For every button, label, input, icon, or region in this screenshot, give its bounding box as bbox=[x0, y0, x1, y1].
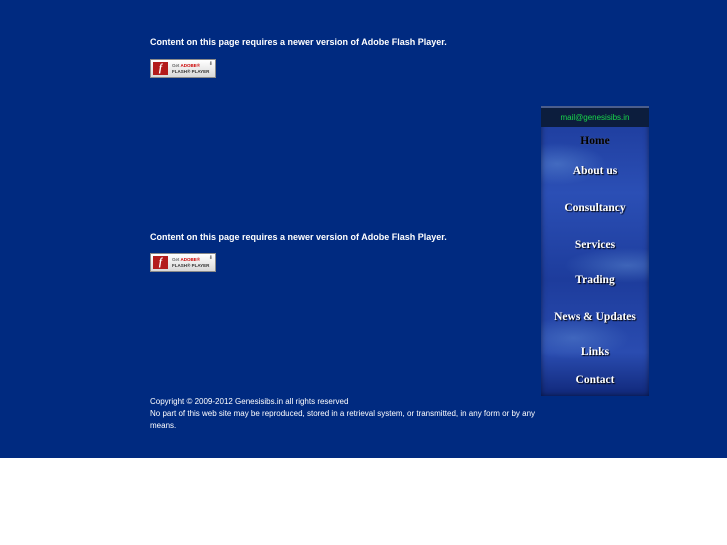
flash-logo-icon: f bbox=[153, 62, 168, 75]
navigation-panel bbox=[541, 106, 649, 396]
nav-trading[interactable]: Trading bbox=[575, 274, 615, 286]
flash-button-product: FLASH® PLAYER bbox=[172, 263, 210, 268]
reproduction-notice: No part of this web site may be reproduced, stored in a retrieval system, or transmitted, in any form or by any means. bbox=[150, 409, 536, 430]
download-arrow-icon: ⬇ bbox=[208, 255, 213, 261]
nav-contact[interactable]: Contact bbox=[575, 374, 615, 386]
copyright-text: Copyright © 2009-2012 Genesisibs.in all rights reserved bbox=[150, 397, 349, 406]
nav-news-updates[interactable]: News & Updates bbox=[554, 311, 636, 323]
footer bbox=[150, 396, 550, 432]
flash-required-message: Content on this page requires a newer version of Adobe Flash Player. bbox=[150, 37, 447, 47]
flash-required-message: Content on this page requires a newer version of Adobe Flash Player. bbox=[150, 232, 447, 242]
flash-logo-icon: f bbox=[153, 256, 168, 269]
nav-home[interactable]: Home bbox=[580, 135, 610, 147]
get-flash-player-button[interactable] bbox=[150, 59, 216, 78]
email-link[interactable]: mail@genesisibs.in bbox=[541, 106, 649, 127]
flash-button-get: Get bbox=[172, 257, 181, 262]
nav-services[interactable]: Services bbox=[574, 239, 616, 251]
flash-button-brand: ADOBE® bbox=[180, 63, 201, 68]
flash-button-product: FLASH® PLAYER bbox=[172, 69, 210, 74]
nav-links[interactable]: Links bbox=[580, 346, 610, 358]
flash-button-brand: ADOBE® bbox=[180, 257, 201, 262]
nav-about-us[interactable]: About us bbox=[572, 165, 618, 177]
flash-button-get: Get bbox=[172, 63, 181, 68]
download-arrow-icon: ⬇ bbox=[208, 61, 213, 67]
get-flash-player-button[interactable] bbox=[150, 253, 216, 272]
nav-consultancy[interactable]: Consultancy bbox=[564, 202, 626, 214]
